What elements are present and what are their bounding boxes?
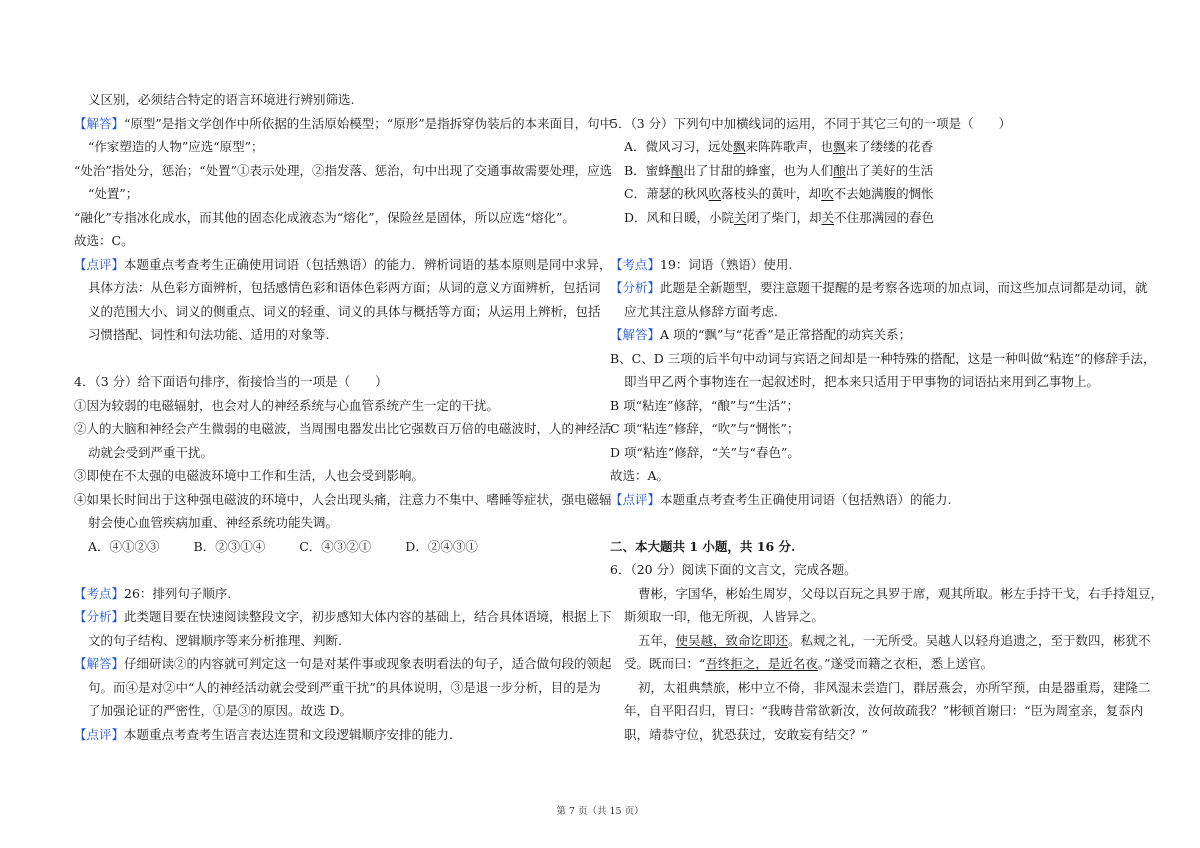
spacer xyxy=(74,347,594,371)
text-line: 【点评】本题重点考查考生语言表达连贯和文段逻辑顺序安排的能力. xyxy=(74,726,453,742)
option-a: A．微风习习，远处飘来阵阵歌声，也飘来了缕缕的花香 xyxy=(624,139,934,154)
text-line: 斯须取一印，他无所视，人皆异之。 xyxy=(624,609,825,624)
label-analysis: 【分析】 xyxy=(610,280,661,295)
spacer xyxy=(74,558,594,582)
text-line: D 项“粘连”修辞，“关”与“春色”。 xyxy=(610,444,800,460)
text-line: 文的句子结构、逻辑顺序等来分析推理、判断. xyxy=(88,632,342,648)
text-line: 【点评】本题重点考查考生正确使用词语（包括熟语）的能力．辨析词语的基本原则是同中求异， xyxy=(74,256,612,272)
label-answer: 【解答】 xyxy=(74,115,125,131)
text-line: 习惯搭配、词性和句法功能、适用的对象等. xyxy=(88,327,330,342)
text-line: ③即使在不太强的电磁波环境中工作和生活，人也会受到影响。 xyxy=(74,468,425,483)
text-line: B 项“粘连”修辞，“酿”与“生活”； xyxy=(610,397,800,413)
spacer xyxy=(610,511,1130,535)
text-line: 曹彬，字国华，彬始生周岁，父母以百玩之具罗于席，观其所取。彬左手持干戈，右手持俎豆， xyxy=(638,585,1164,601)
text-line: 【考点】19：词语（熟语）使用. xyxy=(610,256,793,272)
option-a: A．④①②③ xyxy=(88,538,160,554)
text-line: 义区别，必须结合特定的语言环境进行辨别筛选. xyxy=(88,92,355,107)
text-line: 故选：C。 xyxy=(74,233,134,248)
text-line: 【考点】26：排列句子顺序. xyxy=(74,585,232,601)
option-d: D．②④③① xyxy=(405,538,478,554)
text-line: 【分析】此题是全新题型，要注意题干提醒的是考察各选项的加点词，而这些加点词都是动词，就 xyxy=(610,280,1148,295)
text-line: ④如果长时间出于这种强电磁波的环境中，人会出现头痛，注意力不集中、嗜睡等症状，强电磁辐 xyxy=(74,491,612,507)
text-line: C 项“粘连”修辞，“吹”与“惆怅”； xyxy=(610,421,800,436)
text-line: 【点评】本题重点考查考生正确使用词语（包括熟语）的能力. xyxy=(610,491,952,507)
label-point: 【考点】 xyxy=(610,256,661,272)
label-analysis: 【分析】 xyxy=(74,609,125,624)
text-line: “作家塑造的人物”应选“原型”； xyxy=(88,139,264,154)
text-line: 射会使心血管疾病加重、神经系统功能失调。 xyxy=(88,515,339,530)
text-line: “处治”指处分，惩治；“处置”①表示处理，②指发落、惩治，句中出现了交通事故需要处理，应选 xyxy=(74,162,613,178)
question-4-options xyxy=(74,535,594,559)
page-footer: 第 7 页（共 15 页） xyxy=(556,806,644,817)
text-line: 具体方法：从色彩方面辨析，包括感情色彩和语体色彩两方面；从词的意义方面辨析，包括词 xyxy=(88,280,601,295)
text-line: 即当甲乙两个事物连在一起叙述时，把本来只适用于甲事物的词语拈来用到乙事物上。 xyxy=(624,374,1100,389)
text-line: “处置”； xyxy=(88,186,139,201)
label-comment: 【点评】 xyxy=(74,256,125,272)
text-line: 应尤其注意从修辞方面考虑. xyxy=(624,303,778,319)
option-c: C．④③②① xyxy=(299,538,372,554)
option-b: B．②③①④ xyxy=(193,538,266,554)
label-comment: 【点评】 xyxy=(74,726,125,742)
text-line: 了加强论证的严密性，①是③的原因。故选 D。 xyxy=(88,703,352,718)
text-line: 五年，使吴越，致命讫即还。私觌之礼，一无所受。吴越人以轻舟追遗之，至于数四，彬犹不 xyxy=(638,632,1151,648)
text-line: 职，靖恭守位，犹恐获过，安敢妄有结交？” xyxy=(624,726,868,742)
label-answer: 【解答】 xyxy=(74,656,125,671)
label-comment: 【点评】 xyxy=(610,491,661,507)
spacer xyxy=(610,88,1130,112)
section-heading: 二、本大题共 1 小题，共 16 分. xyxy=(610,538,796,554)
question-6-title: 6．（20 分）阅读下面的文言文，完成各题。 xyxy=(610,562,857,577)
label-point: 【考点】 xyxy=(74,585,125,601)
text-line: 动就会受到严重干扰。 xyxy=(88,444,214,460)
text-line: ②人的大脑和神经会产生微弱的电磁波，当周围电器发出比它强数百万倍的电磁波时，人的神经活 xyxy=(74,421,612,436)
text-line: 义的范围大小、词义的侧重点、词义的轻重、词义的具体与概括等方面；从运用上辨析，包括 xyxy=(88,303,601,319)
text-line: ①因为较弱的电磁辐射，也会对人的神经系统与心血管系统产生一定的干扰。 xyxy=(74,397,500,413)
text-line: 故选：A。 xyxy=(610,468,670,483)
option-d: D．风和日暖，小院关闭了柴门，却关不住那满园的春色 xyxy=(624,209,935,225)
text-line: 【分析】此类题目要在快速阅读整段文字，初步感知大体内容的基础上，结合具体语境，根据上下 xyxy=(74,609,612,624)
text-line: 【解答】仔细研读②的内容就可判定这一句是对某件事或现象表明看法的句子，适合做句段的领起 xyxy=(74,656,612,671)
text-line: “融化”专指冰化成水，而其他的固态化成液态为“熔化”，保险丝是固体，所以应选“熔化”。 xyxy=(74,209,575,225)
right-column xyxy=(610,88,1164,746)
option-b: B．蜜蜂酿出了甘甜的蜂蜜，也为人们酿出了美好的生活 xyxy=(624,162,934,178)
text-line: 句。而④是对②中“人的神经活动就会受到严重干扰”的具体说明，③是退一步分析，目的是为 xyxy=(88,679,601,695)
label-answer: 【解答】 xyxy=(610,327,661,342)
spacer xyxy=(610,229,1130,253)
text-line: 受。既而曰：“吾终拒之，是近名夜。”遂受而籍之衣柜，悉上送官。 xyxy=(624,656,994,671)
left-column xyxy=(74,88,613,746)
text-line: B、C、D 三项的后半句中动词与宾语之间却是一种特殊的搭配，这是一种叫做“粘连”的修辞手法， xyxy=(610,350,1156,366)
option-c: C．萧瑟的秋风吹落枝头的黄叶，却吹不去她满腹的惆怅 xyxy=(624,186,934,201)
text-line: 【解答】A 项的“飘”与“花香”是正常搭配的动宾关系； xyxy=(610,327,912,342)
question-5-title: 5．（3 分）下列句中加横线词的运用，不同于其它三句的一项是（ ） xyxy=(610,115,1012,131)
text-line: 初，太祖典禁旅，彬中立不倚，非风湿未尝造门，群居燕会，亦所罕预，由是器重焉，建隆二 xyxy=(638,679,1151,695)
text-line: 年，自平阳召归，胃曰：“我畴昔常欲新汝，汝何故疏我？”彬顿首谢曰：“臣为周室亲，复忝内 xyxy=(624,703,1144,718)
question-4-title: 4．（3 分）给下面语句排序，衔接恰当的一项是（ ） xyxy=(74,374,388,389)
text-line: 【解答】“原型”是指文学创作中所依据的生活原始模型；“原形”是指拆穿伪装后的本来面目，句中 xyxy=(74,115,613,131)
